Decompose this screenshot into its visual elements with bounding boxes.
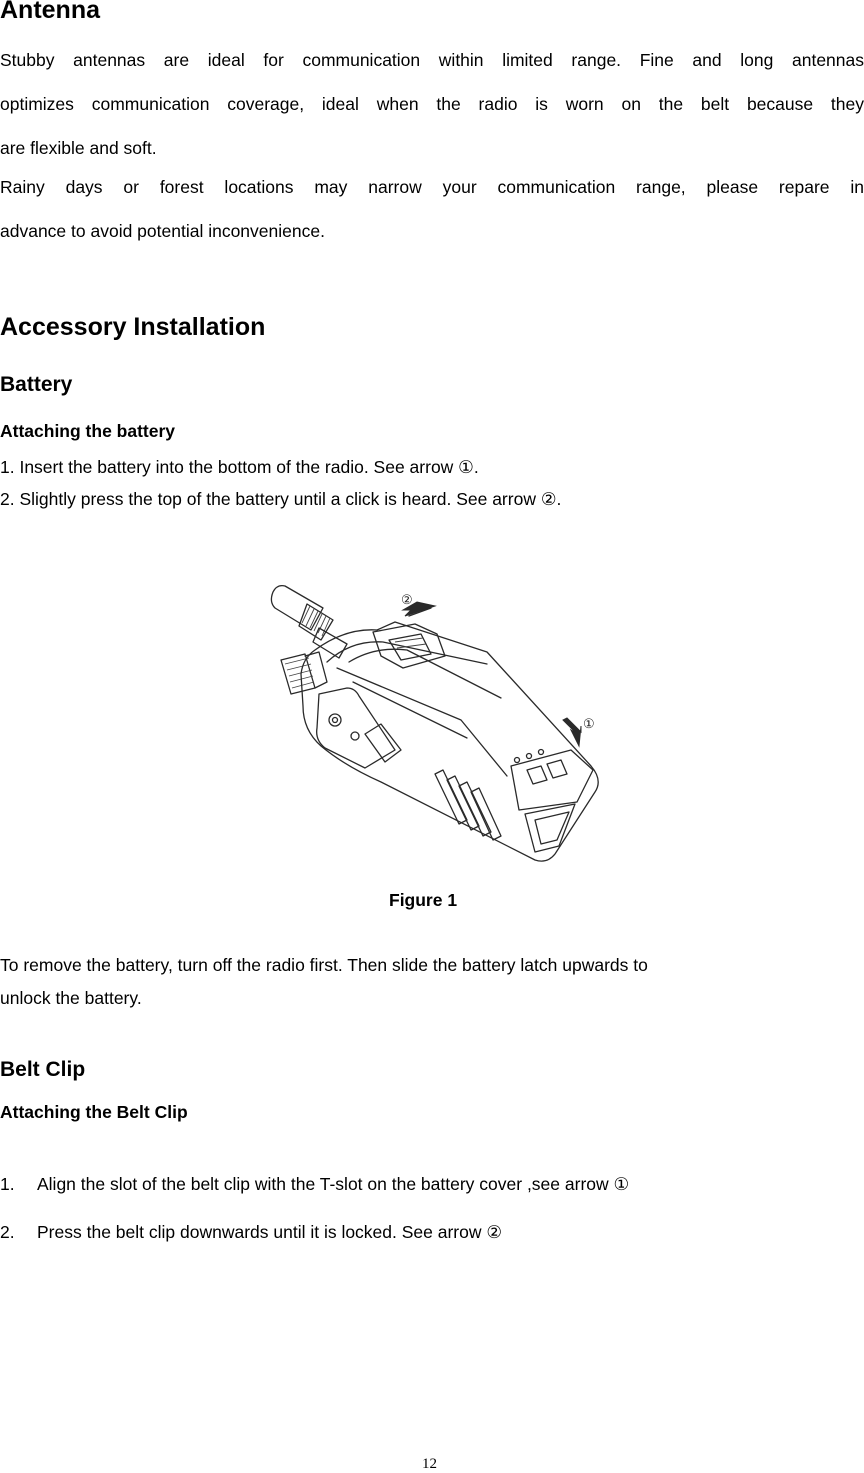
step-number: 1. [0, 1174, 15, 1194]
battery-heading: Battery [0, 373, 73, 396]
antenna-paragraph-line: Stubby antennas are ideal for communication within limited range. Fine and long antennas [0, 50, 864, 70]
antenna-paragraph-line: advance to avoid potential inconvenience. [0, 221, 325, 241]
callout-2-label: ② [401, 593, 413, 608]
step-number: 2. [0, 1222, 15, 1242]
battery-step-1: 1. Insert the battery into the bottom of the radio. See arrow ①. [0, 457, 479, 477]
battery-removal-line: unlock the battery. [0, 988, 142, 1008]
step-text: Press the belt clip downwards until it is locked. See arrow ② [37, 1222, 503, 1242]
arrow-1-icon [563, 718, 581, 746]
belt-clip-heading: Belt Clip [0, 1058, 86, 1081]
antenna-heading: Antenna [0, 0, 100, 24]
antenna-paragraph-line: Rainy days or forest locations may narrow your communication range, please repare in [0, 177, 864, 197]
attaching-belt-clip-subheading: Attaching the Belt Clip [0, 1102, 188, 1122]
belt-clip-step-2 [0, 1222, 502, 1243]
callout-1-label: ① [583, 717, 595, 732]
step-text: Align the slot of the belt clip with the T-slot on the battery cover ,see arrow ① [37, 1174, 630, 1194]
accessory-installation-heading: Accessory Installation [0, 313, 266, 341]
antenna-paragraph-line: are flexible and soft. [0, 138, 157, 158]
attaching-battery-subheading: Attaching the battery [0, 421, 176, 441]
figure-caption: Figure 1 [389, 890, 458, 910]
radio-battery-illustration [255, 570, 615, 870]
antenna-paragraph-line: optimizes communication coverage, ideal when the radio is worn on the belt because they [0, 94, 864, 114]
antenna-drawing [271, 586, 347, 658]
page-number: 12 [422, 1456, 437, 1472]
knob-drawing [281, 652, 327, 694]
belt-clip-step-1 [0, 1174, 629, 1195]
battery-step-2: 2. Slightly press the top of the battery until a click is heard. See arrow ②. [0, 489, 562, 509]
battery-removal-line: To remove the battery, turn off the radio first. Then slide the battery latch upwards to [0, 955, 648, 975]
radio-body-drawing [301, 622, 598, 861]
